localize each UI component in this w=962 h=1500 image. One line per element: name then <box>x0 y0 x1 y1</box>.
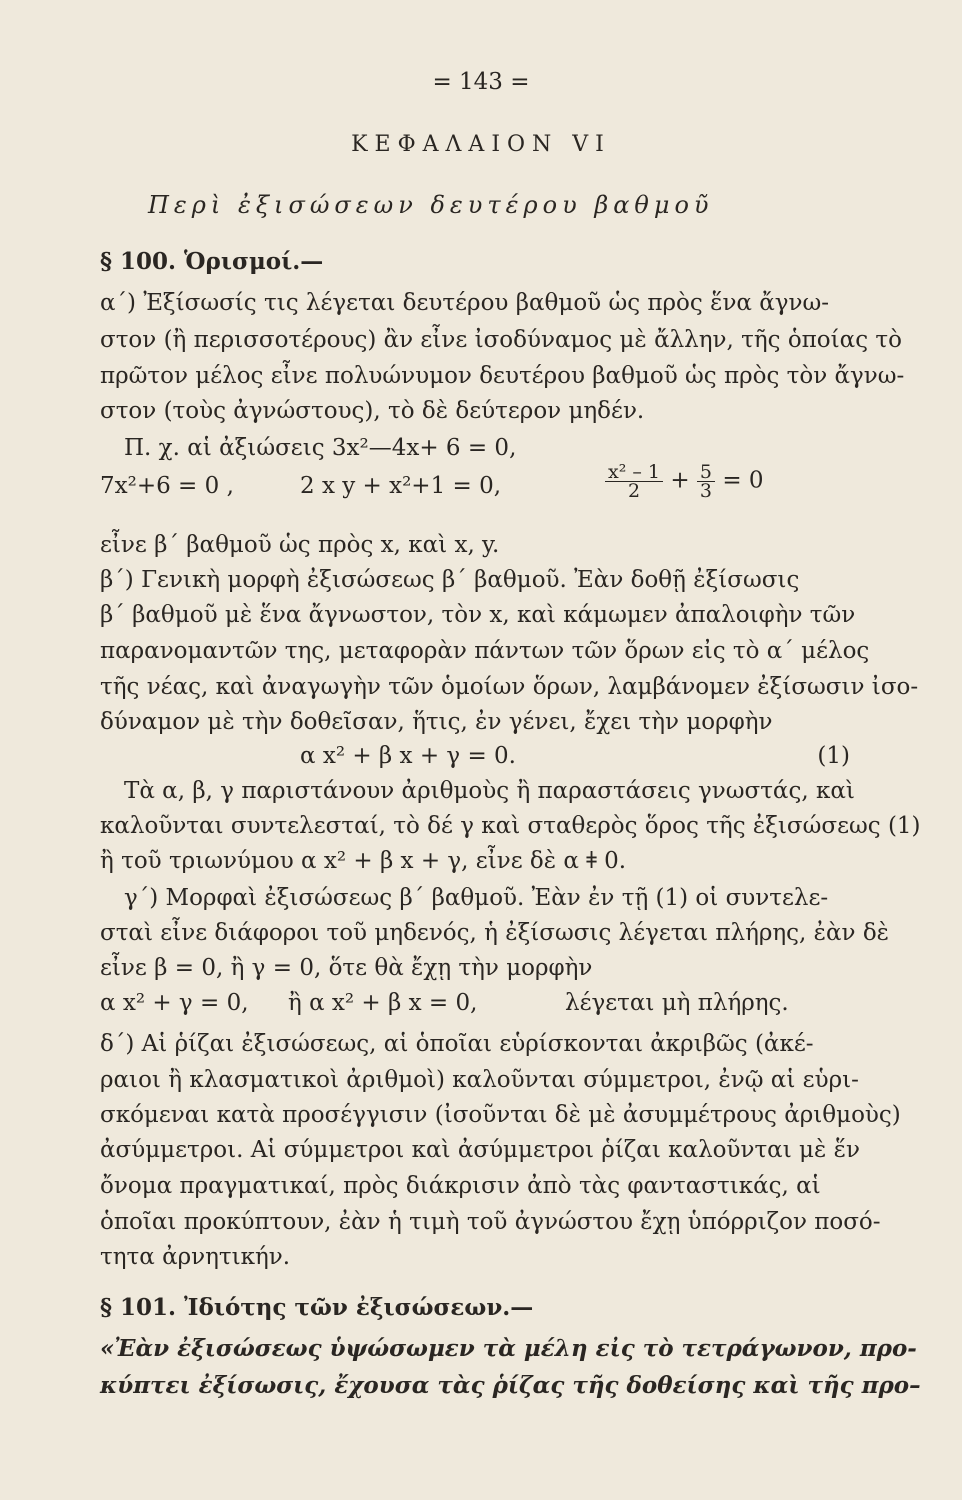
equation-2: 2 x y + x²+1 = 0, <box>300 473 502 499</box>
para-a-line-1: α΄) Ἐξίσωσίς τις λέγεται δευτέρου βαθμοῦ ὡς πρὸς ἕνα ἄγνω- <box>100 290 830 316</box>
page-number: = 143 = <box>432 69 530 95</box>
para-d-line-6: ὁποῖαι προκύπτουν, ἐὰν ἡ τιμὴ τοῦ ἀγνώστου ἔχῃ ὑπόρριζον ποσό- <box>100 1209 881 1235</box>
plus-sign: + <box>670 467 690 494</box>
para-d-line-2: ραιοι ἢ κλασματικοὶ ἀριθμοὶ) καλοῦνται σύμμετροι, ἐνῷ αἱ εὑρι- <box>100 1067 859 1093</box>
para-101-line-2: κύπτει ἐξίσωσις, ἔχουσα τὰς ῥίζας τῆς δοθείσης καὶ τῆς προ– <box>100 1372 921 1399</box>
section-100-heading: § 100. Ὁρισμοί.— <box>100 248 324 275</box>
chapter-title: Περὶ ἐξισώσεων δευτέρου βαθμοῦ <box>148 191 714 219</box>
fraction-x2-minus-1-over-2 <box>605 463 663 500</box>
para-d-line-5: ὄνομα πραγματικαί, πρὸς διάκρισιν ἀπὸ τὰς φανταστικάς, αἱ <box>100 1173 821 1199</box>
para-a-line-3: πρῶτον μέλος εἶνε πολυώνυμον δευτέρου βαθμοῦ ὡς πρὸς τὸν ἄγνω- <box>100 363 905 389</box>
para-101-line-1: «Ἐὰν ἐξισώσεως ὑψώσωμεν τὰ μέλη εἰς τὸ τετράγωνον, προ- <box>100 1335 917 1362</box>
equation-1: 7x²+6 = 0 , <box>100 473 234 499</box>
fraction-numerator: x² – 1 <box>605 463 663 482</box>
para-b-line-1: β΄) Γενικὴ μορφὴ ἐξισώσεως β΄ βαθμοῦ. Ἐὰν δοθῇ ἐξίσωσις <box>100 567 800 593</box>
fraction-numerator: 5 <box>697 463 715 482</box>
para-b2-line-1: Τὰ α, β, γ παριστάνουν ἀριθμοὺς ἢ παραστάσεις γνωστάς, καὶ <box>124 778 855 804</box>
para-g-line-3: εἶνε β = 0, ἢ γ = 0, ὅτε θὰ ἔχῃ τὴν μορφὴν <box>100 955 593 981</box>
para-b-line-2: β΄ βαθμοῦ μὲ ἕνα ἄγνωστον, τὸν x, καὶ κάμωμεν ἀπαλοιφὴν τῶν <box>100 602 856 628</box>
para-b2-line-2: καλοῦνται συντελεσταί, τὸ δέ γ καὶ σταθερὸς ὅρος τῆς ἐξισώσεως (1) <box>100 813 921 839</box>
para-d-line-1: δ΄) Αἱ ῥίζαι ἐξισώσεως, αἱ ὁποῖαι εὑρίσκονται ἀκριβῶς (ἀκέ- <box>100 1031 814 1057</box>
fraction-5-over-3 <box>697 463 715 500</box>
equals-zero: = 0 <box>722 467 764 494</box>
chapter-heading: ΚΕΦΑΛΑΙΟΝ VI <box>351 132 611 157</box>
para-d-line-3: σκόμεναι κατὰ προσέγγισιν (ἰσοῦνται δὲ μὲ ἀσυμμέτρους ἀριθμοὺς) <box>100 1102 901 1128</box>
para-d-line-4: ἀσύμμετροι. Αἱ σύμμετροι καὶ ἀσύμμετροι ῥίζαι καλοῦνται μὲ ἕν <box>100 1137 860 1163</box>
form-2-tail: λέγεται μὴ πλήρης. <box>565 990 789 1016</box>
para-b2-line-3: ἢ τοῦ τριωνύμου α x² + β x + γ, εἶνε δὲ α ǂ 0. <box>100 848 627 874</box>
para-g-line-2: σταὶ εἶνε διάφοροι τοῦ μηδενός, ἡ ἐξίσωσις λέγεται πλήρης, ἐὰν δὲ <box>100 920 890 946</box>
para-a-line-2: στον (ἢ περισσοτέρους) ἂν εἶνε ἰσοδύναμος μὲ ἄλλην, τῆς ὁποίας τὸ <box>100 327 902 353</box>
para-b-line-5: δύναμον μὲ τὴν δοθεῖσαν, ἥτις, ἐν γένει, ἔχει τὴν μορφὴν <box>100 709 773 735</box>
fraction-denominator: 2 <box>627 480 641 502</box>
para-d-line-7: τητα ἀρνητικήν. <box>100 1244 291 1270</box>
equation-3 <box>605 463 764 500</box>
form-1: α x² + γ = 0, <box>100 990 249 1016</box>
para-b-line-4: τῆς νέας, καὶ ἀναγωγὴν τῶν ὁμοίων ὅρων, λαμβάνομεν ἐξίσωσιν ἰσο- <box>100 674 919 700</box>
formula-1: α x² + β x + γ = 0. <box>300 743 516 769</box>
para-b-line-3: παρανομαντῶν της, μεταφορὰν πάντων τῶν ὅρων εἰς τὸ α΄ μέλος <box>100 638 870 664</box>
section-101-heading: § 101. Ἰδιότης τῶν ἐξισώσεων.— <box>100 1294 534 1321</box>
example-line-1: Π. χ. αἱ ἀξιώσεις 3x²—4x+ 6 = 0, <box>124 435 517 461</box>
form-2: ἢ α x² + β x = 0, <box>288 990 478 1016</box>
formula-1-label: (1) <box>817 743 850 769</box>
example-line-3: εἶνε β΄ βαθμοῦ ὡς πρὸς x, καὶ x, y. <box>100 532 500 558</box>
para-a-line-4: στον (τοὺς ἀγνώστους), τὸ δὲ δεύτερον μηδέν. <box>100 398 645 424</box>
fraction-denominator: 3 <box>699 480 712 502</box>
para-g-line-1: γ΄) Μορφαὶ ἐξισώσεως β΄ βαθμοῦ. Ἐὰν ἐν τῇ (1) οἱ συντελε- <box>124 885 829 911</box>
